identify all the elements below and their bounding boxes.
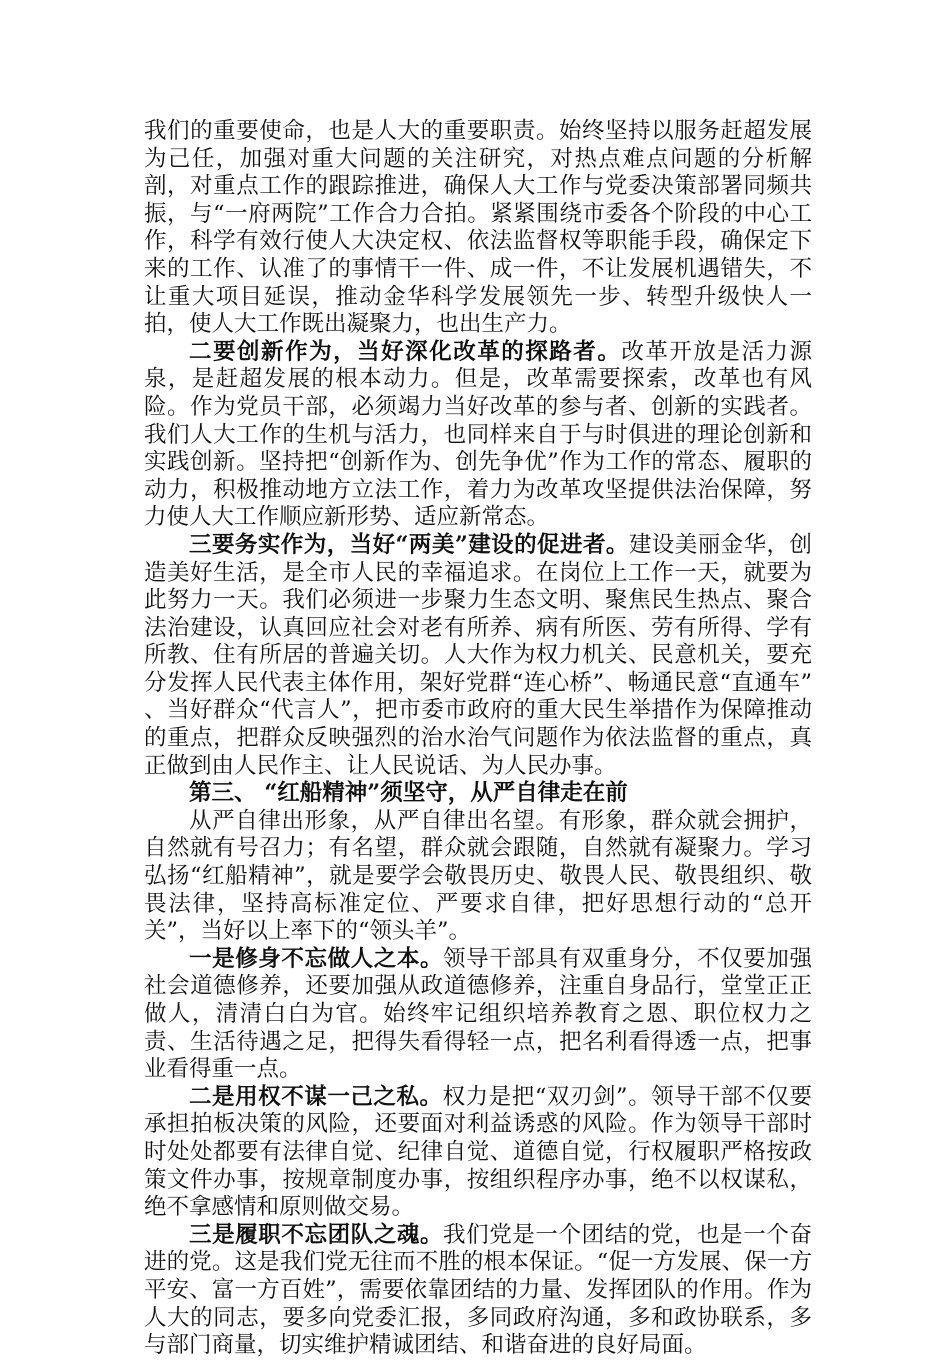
paragraph-practical [144,532,812,780]
body-innovation: 改革开放是活力源泉，是赶超发展的根本动力。但是，改革需要探索，改革也有风险。作为党员干部，必须竭力当好改革的参与者、创新的实践者。我们人大工作的生机与活力，也同样来自于与时俱进的理论创新和实践创新。坚持把“创新作为、创先争优”作为工作的常态、履职的动力，积极推动地方立法工作，着力为改革攻坚提供法治保障，努力使人大工作顺应新形势、适应新常态。 [144,338,812,531]
lead-team-spirit: 三是履职不忘团队之魂。 [189,1221,444,1248]
body-power-use: 权力是把“双刃剑”。领导干部不仅要承担拍板决策的风险，还要面对利益诱惑的风险。作为领导干部时时处处都要有法律自觉、纪律自觉、道德自觉，行权履职严格按政策文件办事，按规章制度办事，按组织程序办事，绝不以权谋私，绝不拿感情和原则做交易。 [144,1083,812,1221]
lead-self-cultivation: 一是修身不忘做人之本。 [189,945,444,972]
lead-practical: 三要务实作为，当好“两美”建设的促进者。 [189,531,629,558]
lead-power-use: 二是用权不谋一己之私。 [189,1083,443,1110]
paragraph-mission: 我们的重要使命，也是人大的重要职责。始终坚持以服务赶超发展为己任，加强对重大问题的关注研究，对热点难点问题的分析解剖，对重点工作的跟踪推进，确保人大工作与党委决策部署同频共振，与“一府两院”工作合力合拍。紧紧围绕市委各个阶段的中心工作，科学有效行使人大决定权、依法监督权等职能手段，确保定下来的工作、认准了的事情干一件、成一件，不让发展机遇错失，不让重大项目延误，推动金华科学发展领先一步、转型升级快人一拍，使人大工作既出凝聚力，也出生产力。 [144,118,812,338]
paragraph-self-discipline: 从严自律出形象，从严自律出名望。有形象，群众就会拥护，自然就有号召力；有名望，群众就会跟随，自然就有凝聚力。学习弘扬“红船精神”，就是要学会敬畏历史、敬畏人民、敬畏组织、敬畏法律，坚持高标准定位、严要求自律，把好思想行动的“总开关”，当好以上率下的“领头羊”。 [144,807,812,945]
body-self-cultivation: 领导干部具有双重身分，不仅要加强社会道德修养，还要加强从政道德修养，注重自身品行，堂堂正正做人，清清白白为官。始终牢记组织培养教育之恩、职位权力之责、生活待遇之足，把得失看得轻一点，把名利看得透一点，把事业看得重一点。 [144,945,812,1083]
paragraph-team-spirit [144,1222,812,1360]
document-page [144,118,812,1360]
paragraph-innovation [144,339,812,532]
section-heading-third: 第三、 “红船精神”须坚守，从严自律走在前 [189,780,628,807]
paragraph-power-use [144,1084,812,1222]
paragraph-self-cultivation [144,946,812,1084]
body-practical: 建设美丽金华，创造美好生活，是全市人民的幸福追求。在岗位上工作一天，就要为此努力一天。我们必须进一步聚力生态文明、聚焦民生热点、聚合法治建设，认真回应社会对老有所养、病有所医、劳有所得、学有所教、住有所居的普遍关切。人大作为权力机关、民意机关，要充分发挥人民代表主体作用，架好党群“连心桥”、畅通民意“直通车” 、当好群众“代言人”，把市委市政府的重大民生举措作为保障推动的重点，把群众反映强烈的治水治气问题作为依法监督的重点，真正做到由人民作主、让人民说话、为人民办事。 [144,531,812,779]
lead-innovation: 二要创新作为，当好深化改革的探路者。 [189,338,622,365]
body-team-spirit: 我们党是一个团结的党，也是一个奋进的党。这是我们党无往而不胜的根本保证。“促一方发展、保一方平安、富一方百姓”，需要依靠团结的力量、发挥团队的作用。作为人大的同志，要多向党委汇报，多同政府沟通，多和政协联系，多与部门商量，切实维护精诚团结、和谐奋进的良好局面。 [144,1221,812,1359]
